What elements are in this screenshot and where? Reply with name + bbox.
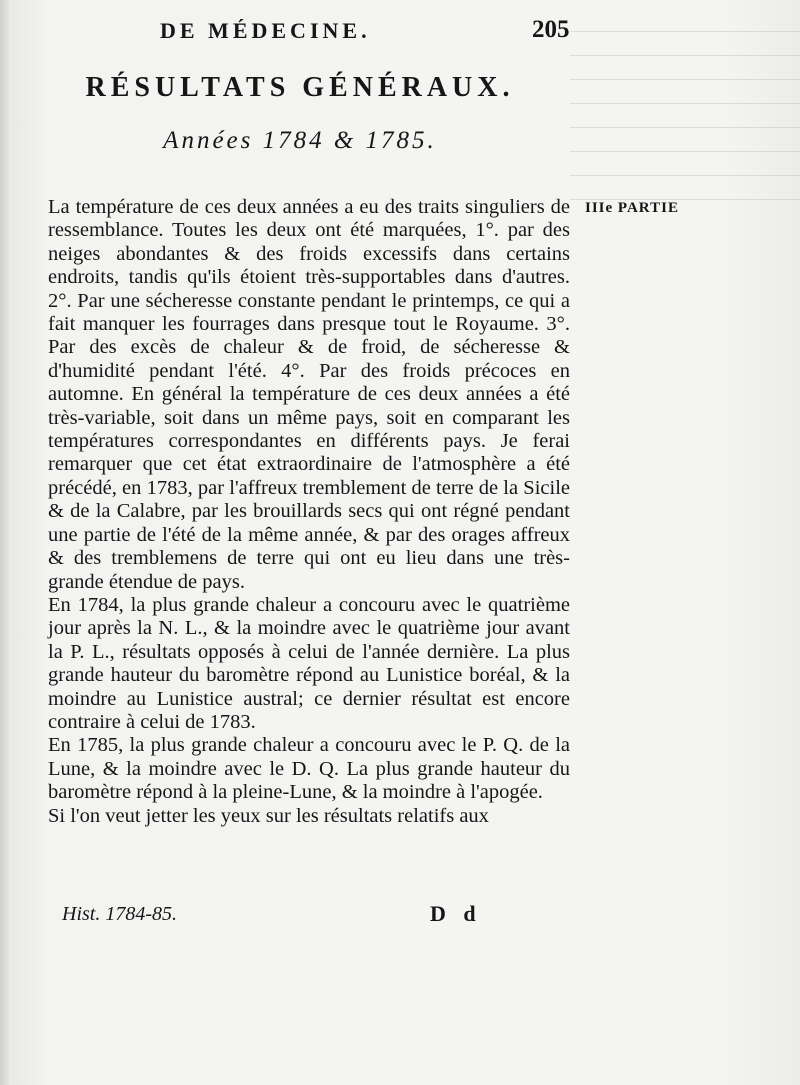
paragraph: La température de ces deux années a eu des traits singuliers de ressemblance. Toutes les deux ont été marquées, 1°. par des neiges abondantes & des froids excessifs dans certains endroits, tandis qu'ils étoient très-supportables dans d'autres. 2°. Par une sécheresse constante pendant le printemps, ce qui a fait manquer les fourrages dans presque tout le Royaume. 3°. Par des excès de chaleur & de froid, de sécheresse & d'humidité pendant l'été. 4°. Par des froids précoces en automne. En général la température de ces deux années a été très-variable, soit dans un même pays, soit en comparant les températures correspondantes en différents pays. Je ferai remarquer que cet état extraordinaire de l'atmosphère a été précédé, en 1783, par l'affreux tremblement de terre de la Sicile & de la Calabre, par les brouillards secs qui ont régné pendant une partie de l'été de la même année, & par des orages affreux & des tremblemens de terre qui ont eu lieu dans une très-grande étendue de pays. [48,196,570,593]
signature-mark: D d [430,901,482,926]
paragraph: En 1784, la plus grande chaleur a concouru avec le quatrième jour après la N. L., & la moindre avec le quatrième jour avant la P. L., résultats opposés à celui de l'année dernière. La plus grande hauteur du baromètre répond au Lunistice boréal, & la moindre au Lunistice austral; ce dernier résultat est encore contraire à celui de 1783. [48,593,570,733]
footer-signature: Hist. 1784-85. [62,903,177,925]
paragraph: En 1785, la plus grande chaleur a concouru avec le P. Q. de la Lune, & la moindre avec le D. Q. La plus grande hauteur du baromètre répond à la pleine-Lune, & la moindre à l'apogée. [48,734,570,804]
running-head: DE MÉDECINE. [160,18,371,43]
margin-note: IIIe PARTIE [585,200,679,216]
paragraph: Si l'on veut jetter les yeux sur les résultats relatifs aux [48,804,489,827]
section-title: RÉSULTATS GÉNÉRAUX. [85,72,515,103]
show-through-text [570,30,800,200]
years-subtitle: Années 1784 & 1785. [163,127,437,154]
page-spine-shadow [0,0,12,1085]
page-number: 205 [532,16,570,43]
body-text [48,196,570,828]
